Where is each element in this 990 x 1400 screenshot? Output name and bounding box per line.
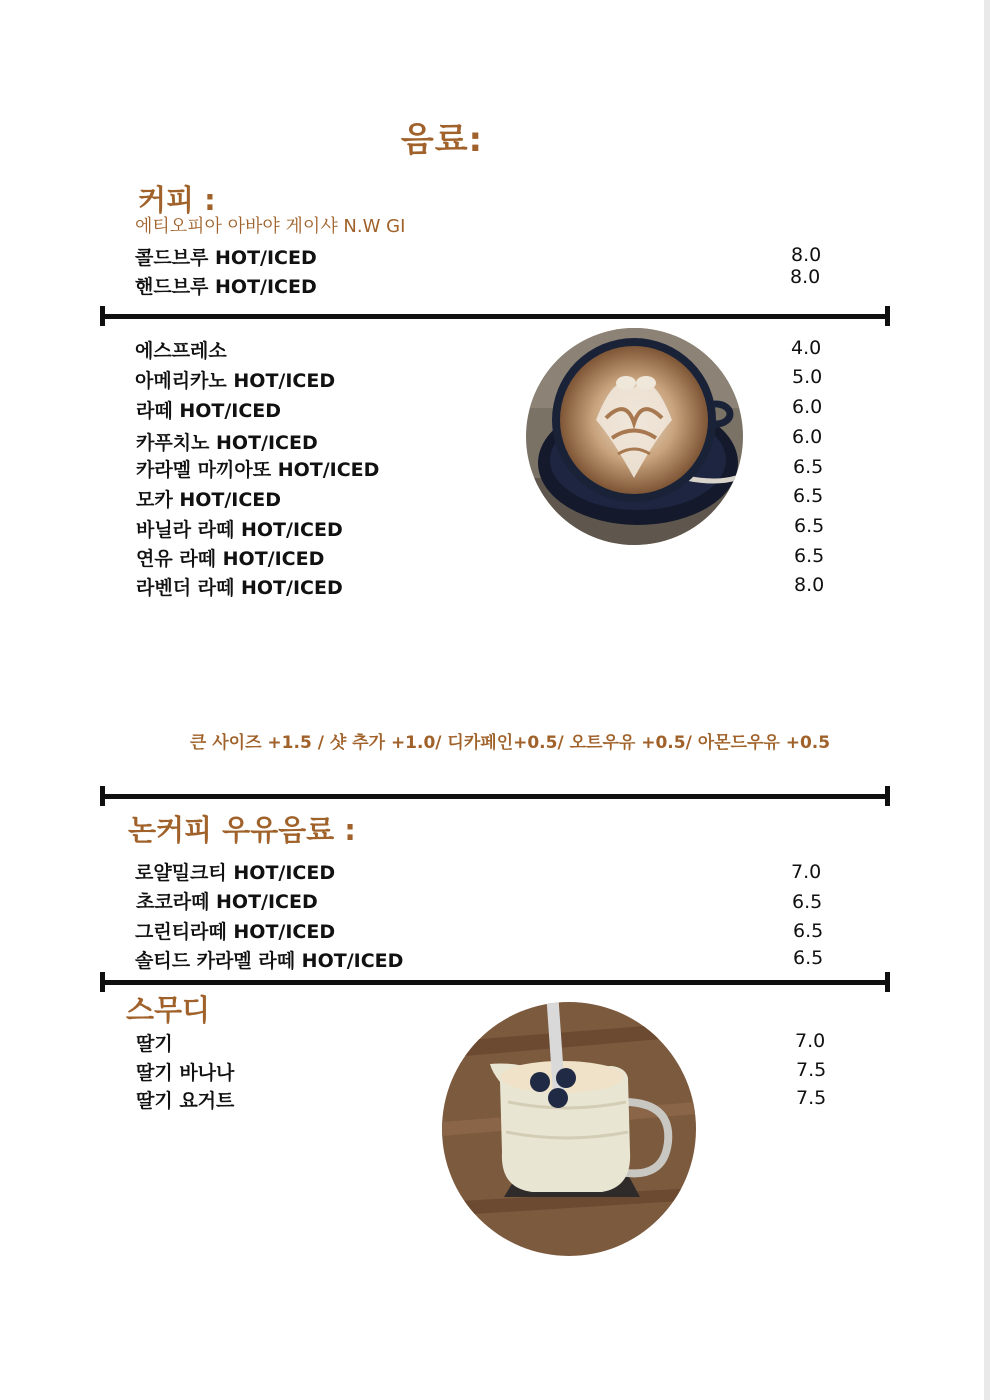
extras-pricing-note: 큰 사이즈 +1.5 / 샷 추가 +1.0/ 디카페인+0.5/ 오트우유 +0.5/ 아몬드우유 +0.5 (189, 733, 831, 753)
menu-item-price: 7.0 (795, 1030, 826, 1052)
smoothie-heading: 스무디 (126, 993, 211, 1027)
menu-item-name: 라벤더 라떼 HOT/ICED (136, 577, 343, 599)
section-divider (100, 972, 890, 992)
menu-item-name: 모카 HOT/ICED (136, 489, 282, 511)
menu-item-name: 연유 라떼 HOT/ICED (136, 548, 325, 570)
section-divider (100, 786, 890, 806)
menu-item-name: 에스프레소 (135, 340, 227, 362)
menu-item-price: 7.0 (791, 861, 822, 883)
menu-item-name: 초코라떼 HOT/ICED (136, 891, 318, 913)
menu-item-price: 6.5 (794, 515, 825, 537)
menu-item-name: 라떼 HOT/ICED (136, 400, 282, 422)
menu-item-price: 6.5 (793, 485, 824, 507)
menu-item-name: 카푸치노 HOT/ICED (136, 432, 318, 454)
page-edge (984, 0, 990, 1400)
menu-item-name: 카라멜 마끼아또 HOT/ICED (136, 459, 380, 481)
page-title: 음료: (400, 120, 484, 160)
menu-item-price: 8.0 (791, 244, 822, 266)
menu-item-name: 딸기 요거트 (136, 1090, 235, 1112)
coffee-origin-subtitle: 에티오피아 아바야 게이샤 N.W GI (135, 216, 406, 237)
menu-item-price: 6.5 (793, 456, 824, 478)
menu-item-name: 아메리카노 HOT/ICED (135, 370, 336, 392)
menu-item-price: 6.5 (794, 545, 825, 567)
smoothie-photo (442, 1002, 696, 1256)
menu-item-name: 콜드브루 HOT/ICED (135, 247, 317, 269)
menu-item-price: 6.0 (792, 426, 823, 448)
menu-item-price: 6.5 (792, 891, 823, 913)
menu-item-name: 바닐라 라떼 HOT/ICED (136, 519, 343, 541)
menu-item-price: 6.0 (792, 396, 823, 418)
menu-item-name: 딸기 바나나 (136, 1062, 235, 1084)
menu-item-name: 핸드브루 HOT/ICED (135, 276, 317, 298)
menu-item-price: 6.5 (793, 920, 824, 942)
menu-item-price: 6.5 (793, 947, 824, 969)
section-divider (100, 306, 890, 326)
menu-item-price: 7.5 (796, 1087, 827, 1109)
menu-item-price: 7.5 (796, 1059, 827, 1081)
menu-item-price: 4.0 (791, 337, 822, 359)
menu-item-name: 딸기 (136, 1033, 173, 1055)
latte-art-photo (526, 328, 743, 545)
noncoffee-heading: 논커피 우유음료 : (128, 813, 356, 847)
menu-item-price: 8.0 (794, 574, 825, 596)
menu-item-name: 로얄밀크티 HOT/ICED (135, 862, 336, 884)
menu-item-name: 솔티드 카라멜 라떼 HOT/ICED (135, 950, 404, 972)
menu-item-price: 8.0 (790, 266, 821, 288)
menu-item-price: 5.0 (792, 366, 823, 388)
menu-item-name: 그린티라떼 HOT/ICED (135, 921, 336, 943)
coffee-heading: 커피 : (138, 183, 216, 217)
